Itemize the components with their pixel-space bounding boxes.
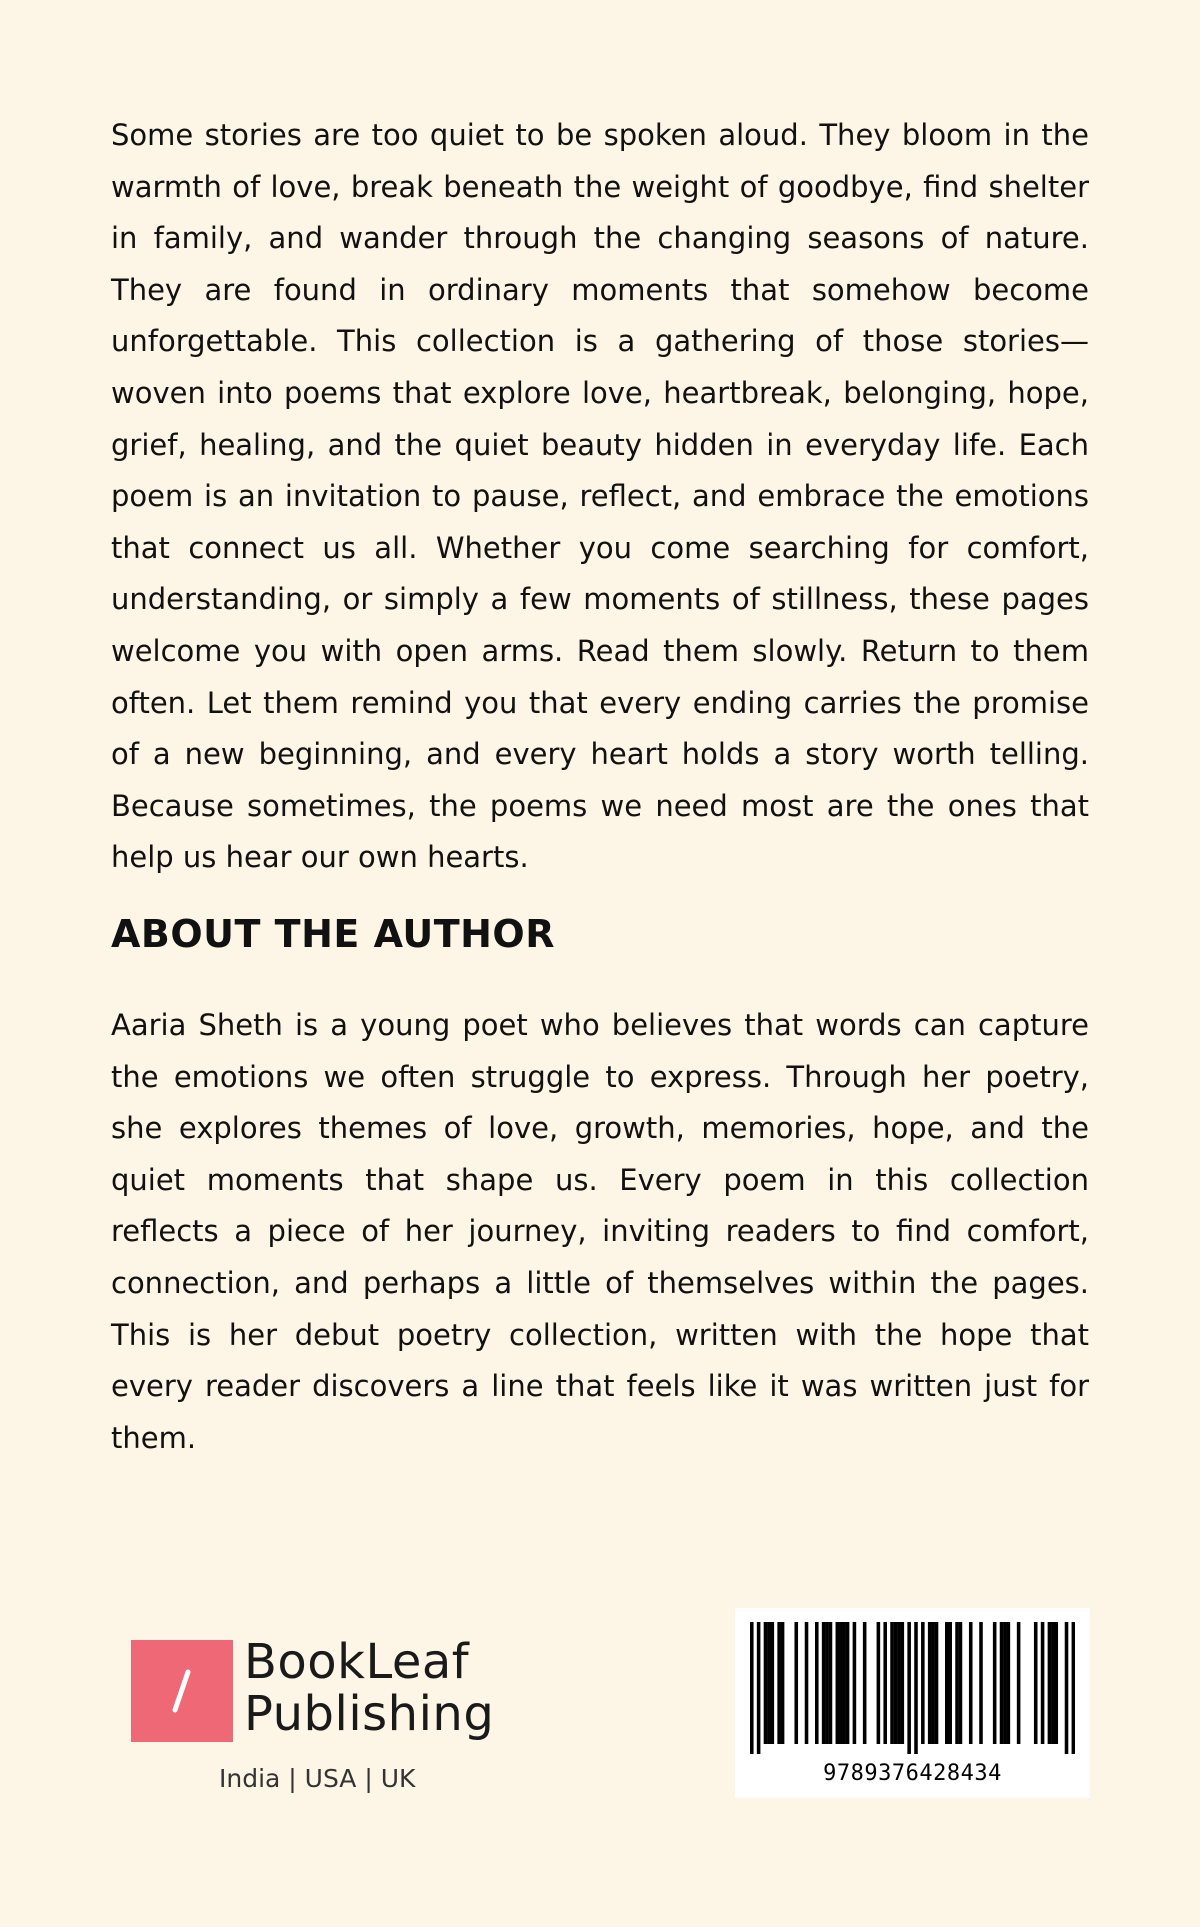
publisher-name-line2: Publishing <box>244 1686 495 1742</box>
publisher-name-line1: BookLeaf <box>244 1634 470 1690</box>
barcode-bar <box>935 1622 939 1744</box>
barcode-bar <box>907 1622 911 1754</box>
barcode-bar <box>825 1622 829 1744</box>
barcode-bar <box>829 1622 833 1744</box>
barcode-bar <box>781 1622 785 1744</box>
barcode-bar <box>1072 1622 1075 1754</box>
publisher-regions: India | USA | UK <box>219 1764 416 1793</box>
barcode-bar <box>897 1622 901 1744</box>
barcode-bar <box>771 1622 775 1744</box>
barcode-bar <box>883 1622 887 1744</box>
barcode-bar <box>794 1622 798 1744</box>
barcode-bar <box>894 1622 898 1744</box>
barcode-bar <box>1065 1622 1069 1754</box>
barcode-bar <box>750 1622 754 1754</box>
barcode-bar <box>815 1622 819 1744</box>
barcode-bar <box>877 1622 881 1744</box>
barcode-bar <box>863 1622 867 1744</box>
barcode-bar <box>928 1622 932 1744</box>
barcode-bar <box>948 1622 952 1744</box>
barcode-bar <box>777 1622 781 1744</box>
barcode-bar <box>836 1622 840 1744</box>
barcode-bar <box>1007 1622 1011 1744</box>
barcode-bar <box>969 1622 973 1744</box>
barcode-bar <box>805 1622 809 1744</box>
barcode-bar <box>945 1622 949 1744</box>
barcode-bar <box>979 1622 983 1744</box>
barcode-bar <box>914 1622 918 1754</box>
barcode-bar <box>757 1622 761 1754</box>
barcode-bar <box>1054 1622 1058 1744</box>
barcode-bar <box>921 1622 925 1744</box>
barcode-bar <box>993 1622 997 1744</box>
isbn-number: 9789376428434 <box>823 1761 1002 1786</box>
barcode-bar <box>1041 1622 1045 1744</box>
barcode-bar <box>1048 1622 1052 1744</box>
barcode-bar <box>767 1622 771 1744</box>
barcode-bar <box>764 1622 768 1744</box>
barcode-bar <box>959 1622 963 1744</box>
barcode-bar <box>955 1622 959 1744</box>
barcode-bar <box>1017 1622 1021 1744</box>
barcode-bar <box>901 1622 905 1744</box>
leaf-slash-icon <box>131 1640 233 1742</box>
barcode-bar <box>1000 1622 1004 1744</box>
author-bio: Aaria Sheth is a young poet who believes that words can capture the emotions we often struggle to express. Through her poetry, she explores themes of love, growth, memories, hope, and the quiet moments that shape us. Every poem in this collection reflects a piece of her journey, inviting readers to find comfort, connection, and perhaps a little of themselves within the pages. This is her debut poetry collection, written with the hope that every reader discovers a line that feels like it was written just for them. <box>111 1008 1089 1455</box>
barcode-bar <box>846 1622 850 1744</box>
barcode-bar <box>1034 1622 1038 1744</box>
barcode-bar <box>1051 1622 1055 1744</box>
barcode-bars <box>750 1622 1075 1754</box>
barcode-bar <box>853 1622 857 1744</box>
barcode-bar <box>842 1622 846 1744</box>
back-cover-blurb: Some stories are too quiet to be spoken aloud. They bloom in the warmth of love, break beneath the weight of goodbye, find shelter in family, and wander through the changing seasons of nature. They are found in ordinary moments that somehow become unforgettable. This collection is a gathering of those stories—woven into poems that explore love, heartbreak, belonging, hope, grief, healing, and the quiet beauty hidden in everyday life. Each poem is an invitation to pause, reflect, and embrace the emotions that connect us all. Whether you come searching for comfort, understanding, or simply a few moments of stillness, these pages welcome you with open arms. Read them slowly. Return to them often. Let them remind you that every ending carries the promise of a new beginning, and every heart holds a story worth telling. Because sometimes, the poems we need most are the ones that help us hear our own hearts. <box>111 118 1089 875</box>
isbn-barcode <box>735 1608 1090 1798</box>
barcode-bar <box>839 1622 843 1744</box>
about-author-heading: ABOUT THE AUTHOR <box>111 912 555 956</box>
publisher-name <box>244 1636 494 1740</box>
barcode-bar <box>1003 1622 1007 1744</box>
barcode-bar <box>822 1622 826 1744</box>
barcode-bar <box>931 1622 935 1744</box>
barcode-bar <box>890 1622 894 1744</box>
publisher-logo <box>130 1636 530 1796</box>
